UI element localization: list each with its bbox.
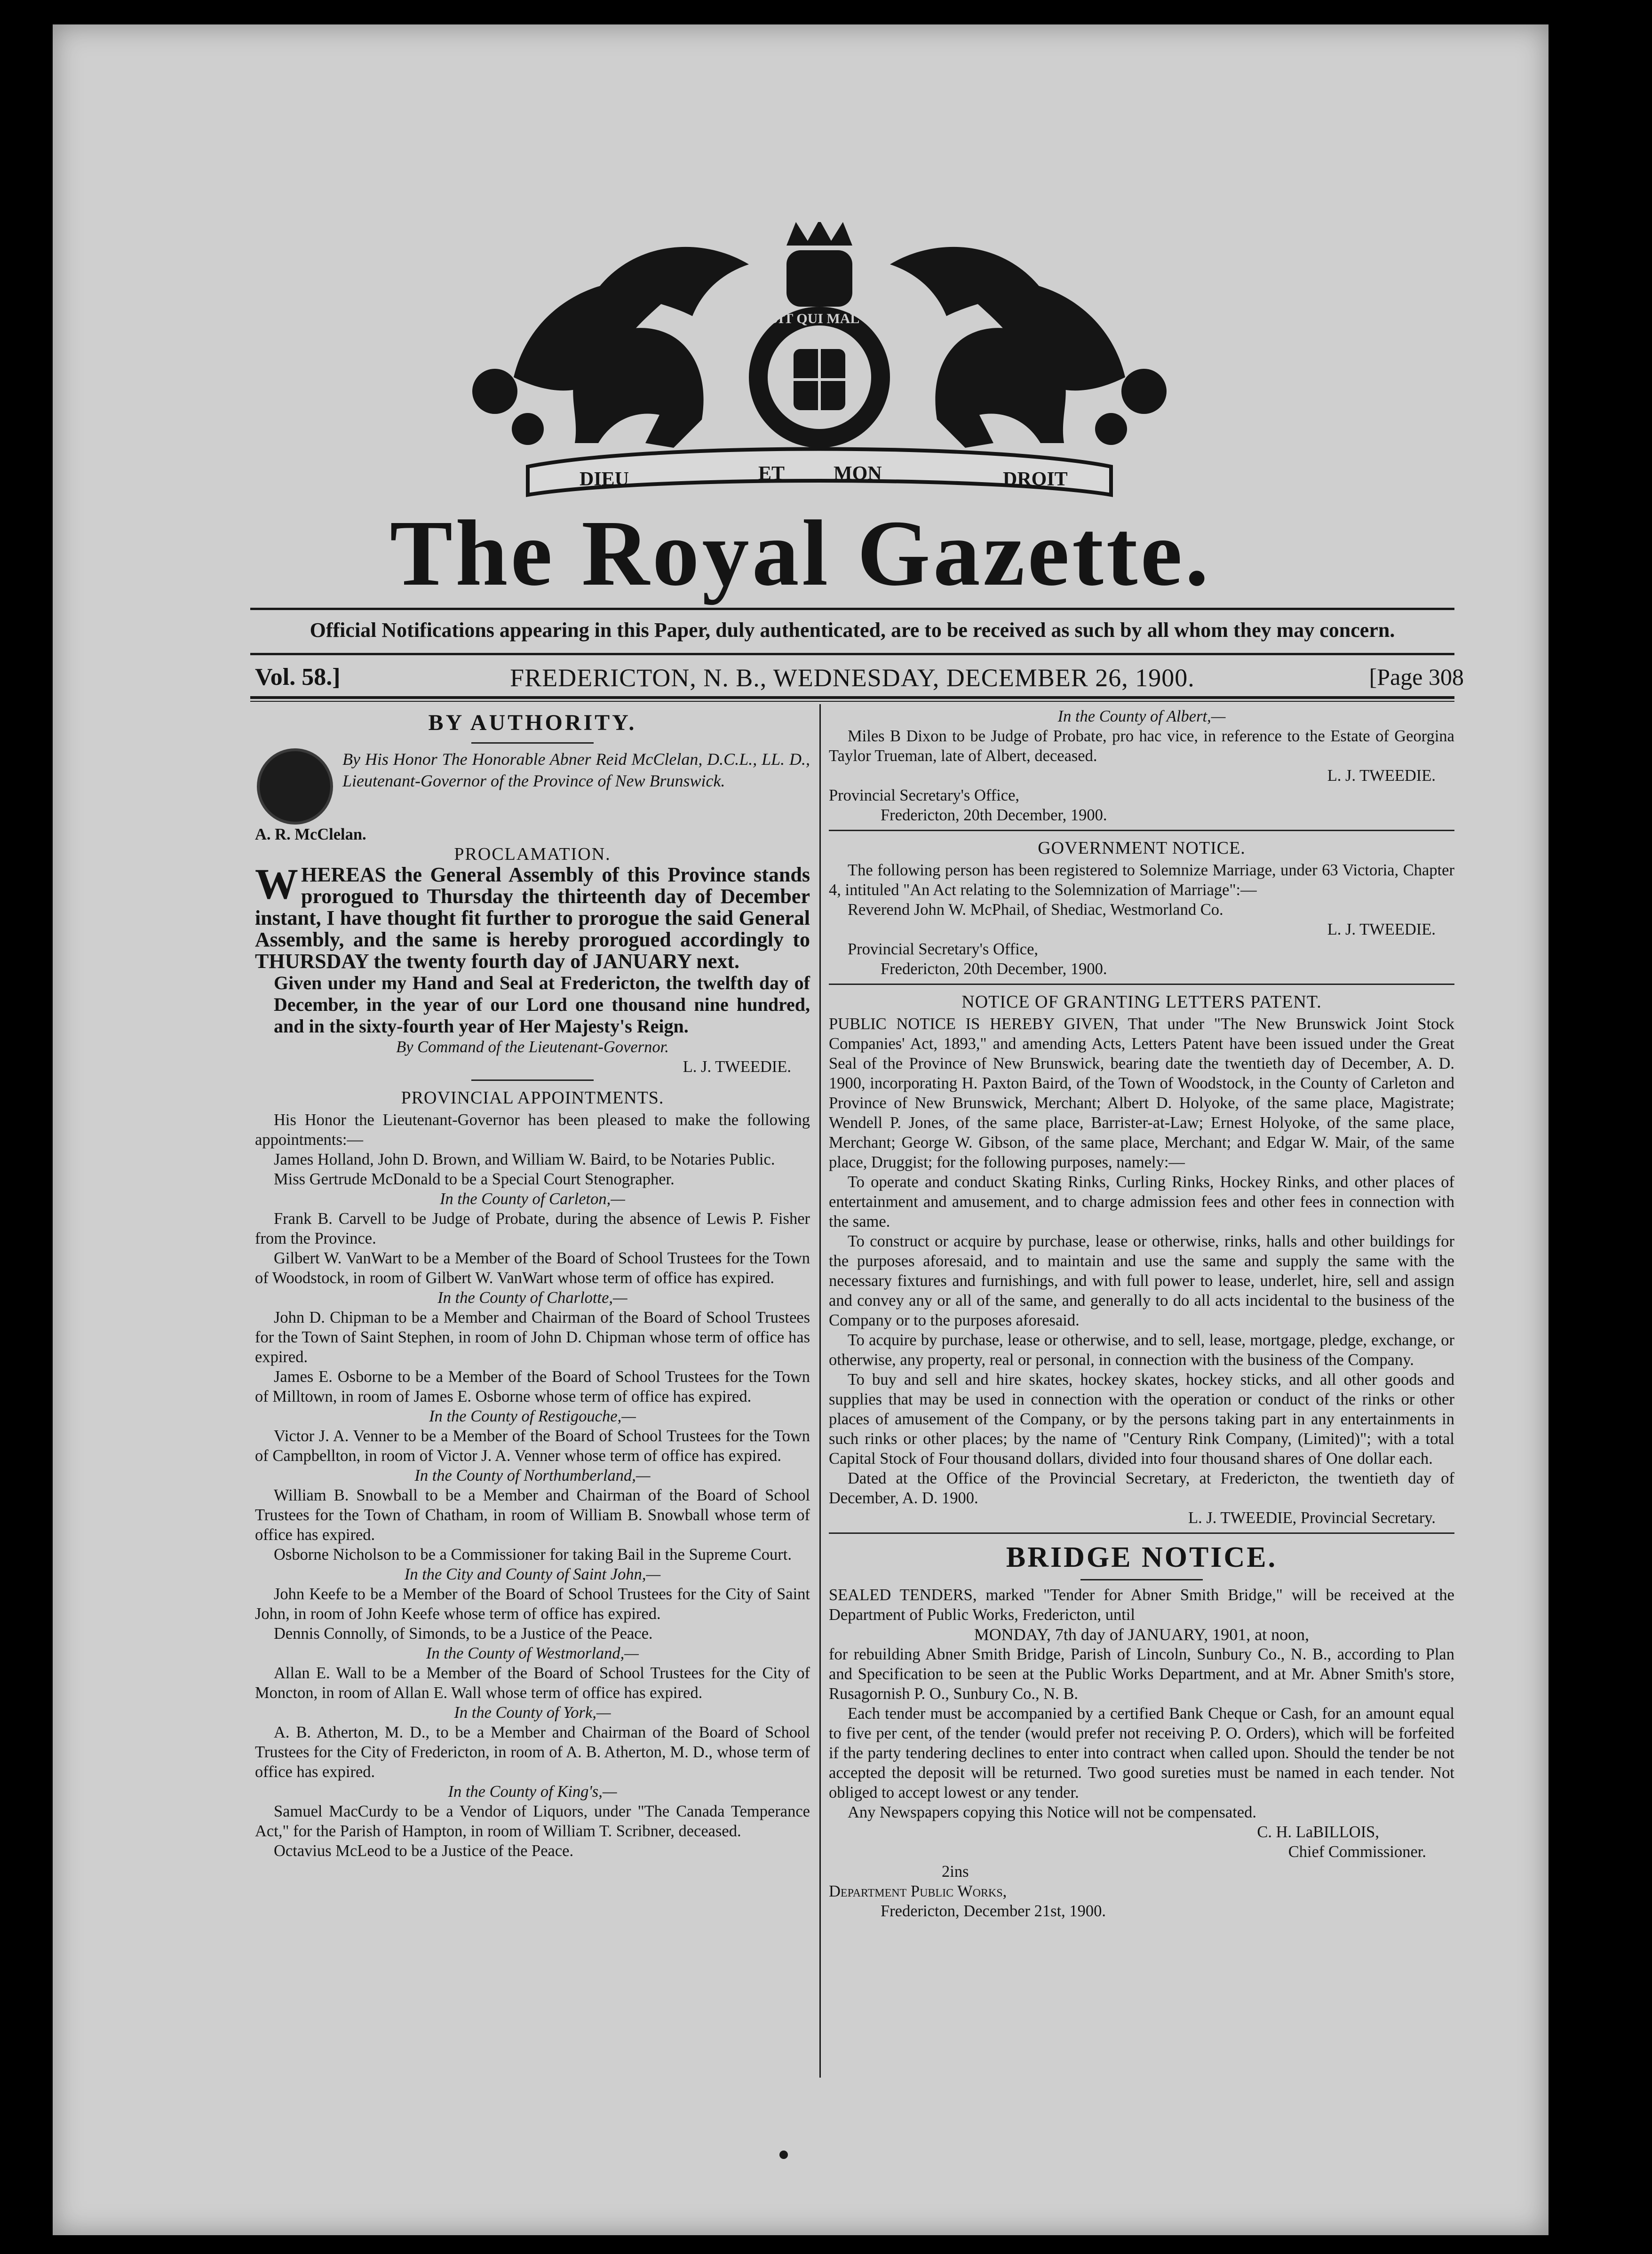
appointment-carleton-2: Gilbert W. VanWart to be a Member of the Board of School Trustees for the Town of Woodstock, in room of Gilbert W. VanWart whose term of office has expired. [255,1249,810,1287]
newspaper-title: The Royal Gazette. [389,501,1212,605]
appointment-westmorland-1: Allan E. Wall to be a Member of the Board of School Trustees for the City of Moncton, in room of Allan E. Wall whose term of office has expired. [255,1664,810,1702]
royal-coat-of-arms [457,222,1182,504]
left-column [255,706,810,1861]
bridge-department-date: Fredericton, December 21st, 1900. [881,1902,1106,1920]
office-line-1b: Fredericton, 20th December, 1900. [881,806,1107,824]
proclamation-dropcap: W [255,860,298,908]
title-rule [250,608,1454,610]
motto-mon: MON [834,463,882,484]
appointment-saint-john-2: Dennis Connolly, of Simonds, to be a Justice of the Peace. [274,1625,653,1643]
newspaper-page [53,24,1549,2235]
tweedie-signature-2: L. J. TWEEDIE. [1327,921,1436,938]
bridge-signature-title: Chief Commissioner. [1288,1843,1426,1861]
patent-signature: L. J. TWEEDIE, Provincial Secretary. [1188,1509,1436,1527]
government-notice-title: GOVERNMENT NOTICE. [1038,838,1246,858]
proclamation-body [255,860,810,973]
appointments-intro: His Honor the Lieutenant-Governor has been pleased to make the following appointments:— [255,1111,810,1149]
patent-paragraph-6: Dated at the Office of the Provincial Secretary, at Fredericton, the twentieth day of December, A. D. 1900. [829,1469,1454,1507]
appointment-northumberland-1: William B. Snowball to be a Member and Chairman of the Board of School Trustees for the Town of Chatham, in room of William B. Snowball whose term of office has expired. [255,1486,810,1544]
bridge-title-rule [1080,1579,1203,1580]
subtitle-rule [250,653,1454,655]
heading-rule [471,742,594,744]
motto-droit: DROIT [1003,468,1068,490]
section-divider [829,830,1454,831]
government-notice-person: Reverend John W. McPhail, of Shediac, Westmorland Co. [848,901,1223,919]
ink-dot [779,2151,788,2159]
section-divider [829,1532,1454,1534]
appointment-albert-1: Miles B Dixon to be Judge of Probate, pro hac vice, in reference to the Estate of Georgina Taylor Trueman, late of Albert, deceased. [829,727,1454,765]
patent-paragraph-2: To operate and conduct Skating Rinks, Curling Rinks, Hockey Rinks, and other places of entertainment and amusement, and to charge admission fees and other fees in connection with the same. [829,1173,1454,1230]
dateline: FREDERICTON, N. B., WEDNESDAY, DECEMBER 26, 1900. [510,664,1195,692]
county-carleton-heading: In the County of Carleton,— [440,1190,625,1208]
tweedie-signature-1: L. J. TWEEDIE. [1327,767,1436,785]
bridge-department: Department Public Works, [829,1882,1007,1900]
county-york-heading: In the County of York,— [454,1704,611,1722]
county-albert-heading: In the County of Albert,— [1057,707,1226,725]
by-authority-heading: BY AUTHORITY. [428,710,637,735]
appointments-title: PROVINCIAL APPOINTMENTS. [401,1088,664,1108]
appointment-york-1: A. B. Atherton, M. D., to be a Member and Chairman of the Board of School Trustees for the City of Fredericton, in room of A. B. Atherton, M. D., whose term of office has expired. [255,1723,810,1781]
bridge-notice-title: BRIDGE NOTICE. [1006,1541,1278,1573]
patent-paragraph-5: To buy and sell and hire skates, hockey skates, hockey sticks, and all other goods and supplies that may be used in connection with the operation or conduct of the rinks or other places of amusement of the Company, or by the persons taking part in any entertainments in such rinks or other places; by the name of "Century Rink Company, (Limited)"; with a total Capital Stock of Four thousand dollars, divided into four thousand shares of One dollar each. [829,1371,1454,1468]
motto-et: ET [758,463,785,484]
appointment-northumberland-2: Osborne Nicholson to be a Commissioner for taking Bail in the Supreme Court. [274,1546,792,1564]
county-restigouche-heading: In the County of Restigouche,— [429,1407,636,1425]
county-charlotte-heading: In the County of Charlotte,— [437,1289,627,1307]
garter-motto: HONI SOIT QUI MAL Y PENSE [718,311,921,326]
signature-mcclelan: A. R. McClelan. [255,825,366,843]
tweedie-signature: L. J. TWEEDIE. [683,1058,791,1076]
county-kings-heading: In the County of King's,— [448,1783,617,1801]
bridge-insertions: 2ins [942,1863,969,1881]
dateline-rule-thin [250,701,1454,702]
appointment-notaries: James Holland, John D. Brown, and William W. Baird, to be Notaries Public. [274,1151,775,1168]
appointment-kings-2: Octavius McLeod to be a Justice of the Peace. [274,1842,574,1860]
county-northumberland-heading: In the County of Northumberland,— [414,1467,651,1484]
patent-paragraph-4: To acquire by purchase, lease or otherwise, and to sell, lease, mortgage, pledge, exchange, or otherwise, any property, real or personal, in connection with the business of the Company. [829,1331,1454,1369]
letters-patent-title: NOTICE OF GRANTING LETTERS PATENT. [961,992,1322,1012]
county-saint-john-heading: In the City and County of Saint John,— [404,1565,661,1583]
proclamation-text: HEREAS the General Assembly of this Province stands prorogued to Thursday the thirteenth day of December instant, I have thought fit further to prorogue the said General Assembly, and the same is hereby prorogued accordingly to THURSDAY the twenty fourth day of JANUARY next. [255,863,810,973]
bridge-paragraph-3: Each tender must be accompanied by a certified Bank Cheque or Cash, for an amount equal to five per cent, of the tender (would prefer not receiving P. O. Orders), which will be forfeited if the party tendering declines to enter into contract when called upon. Should the tender be not accepted the deposit will be returned. Two good sureties must be named in each tender. Not obliged to accept lowest or any tender. [829,1705,1454,1802]
right-column [829,706,1454,1921]
volume-number: Vol. 58.] [255,664,341,690]
appointment-carleton-1: Frank B. Carvell to be Judge of Probate, during the absence of Lewis P. Fisher from the Province. [255,1210,810,1247]
lieutenant-governor-block [255,748,810,825]
bridge-paragraph-4: Any Newspapers copying this Notice will not be compensated. [848,1803,1257,1821]
appointment-charlotte-2: James E. Osborne to be a Member of the Board of School Trustees for the Town of Milltown, in room of James E. Osborne whose term of office has expired. [255,1368,810,1405]
government-notice-text: The following person has been registered to Solemnize Marriage, under 63 Victoria, Chapter 4, intituled "An Act relating to the Solemnization of Marriage":— [829,861,1454,899]
patent-paragraph-1: PUBLIC NOTICE IS HEREBY GIVEN, That under "The New Brunswick Joint Stock Companies' Act, 1893," and amending Acts, Letters Patent have been issued under the Great Seal of the Province of New Brunswick, bearing date the twentieth day of December, A. D. 1900, incorporating H. Paxton Baird, of the Town of Woodstock, in the County of Carleton and Province of New Brunswick, Merchant; Albert D. Holyoke, of the same place, Magistrate; Wendell P. Jones, of the same place, Barrister-at-Law; Ernest Holyoke, of the same place, Merchant; George W. Gibson, of the same place, Merchant; and Edgar W. Mair, of the same place, Druggist; for the following purposes, namely:— [829,1015,1454,1171]
masthead-subtitle: Official Notifications appearing in this Paper, duly authenticated, are to be received as such by all whom they may concern. [310,619,1395,642]
page-number: [Page 308 [1369,664,1464,690]
by-command: By Command of the Lieutenant-Governor. [396,1038,669,1056]
office-line-1a: Provincial Secretary's Office, [829,786,1020,804]
dateline-rule [250,696,1454,699]
office-line-2b: Fredericton, 20th December, 1900. [881,960,1107,978]
by-his-honor: By His Honor The Honorable Abner Reid McClelan, D.C.L., LL. D., Lieutenant-Governor of the Province of New Brunswick. [342,750,810,790]
office-line-2a: Provincial Secretary's Office, [848,940,1039,958]
patent-paragraph-3: To construct or acquire by purchase, lease or otherwise, rinks, halls and other buildings for the purposes aforesaid, and to maintain and use the same and supply the same with the necessary fixtures and furnishings, and with full power to lease, underlet, hire, sell and assign and convey any or all of the same, and generally to do all acts incidental to the business of the Company or to the purposes aforesaid. [829,1232,1454,1329]
proclamation-title: PROCLAMATION. [454,844,611,864]
bridge-paragraph-2: for rebuilding Abner Smith Bridge, Parish of Lincoln, Sunbury Co., N. B., according to Plan and Specification to be seen at the Public Works Department, and at Mr. Abner Smith's store, Rusagornish P. O., Sunbury Co., N. B. [829,1645,1454,1703]
county-westmorland-heading: In the County of Westmorland,— [426,1644,639,1662]
official-seal [260,751,330,822]
appointment-restigouche-1: Victor J. A. Venner to be a Member of the Board of School Trustees for the Town of Campbellton, in room of Victor J. A. Venner whose term of office has expired. [255,1427,810,1465]
given-under-hand: Given under my Hand and Seal at Fredericton, the twelfth day of December, in the year of our Lord one thousand nine hundred, and in the sixty-fourth year of Her Majesty's Reign. [274,972,810,1037]
section-divider [829,984,1454,985]
appointment-kings-1: Samuel MacCurdy to be a Vendor of Liquors, under "The Canada Temperance Act," for the Parish of Hampton, in room of William T. Scribner, deceased. [255,1802,810,1840]
motto-dieu: DIEU [580,468,629,490]
bridge-deadline: MONDAY, 7th day of JANUARY, 1901, at noon, [974,1625,1310,1644]
bridge-paragraph-1: SEALED TENDERS, marked "Tender for Abner Smith Bridge," will be received at the Department of Public Works, Fredericton, until [829,1586,1454,1624]
appointment-saint-john-1: John Keefe to be a Member of the Board of School Trustees for the City of Saint John, in room of John Keefe whose term of office has expired. [255,1585,810,1623]
bridge-signature-name: C. H. LaBILLOIS, [1257,1823,1379,1841]
appointment-charlotte-1: John D. Chipman to be a Member and Chairman of the Board of School Trustees for the Town of Saint Stephen, in room of John D. Chipman whose term of office has expired. [255,1309,810,1366]
appointment-stenographer: Miss Gertrude McDonald to be a Special Court Stenographer. [274,1170,675,1188]
column-divider [819,704,821,2078]
section-rule [471,1079,594,1081]
